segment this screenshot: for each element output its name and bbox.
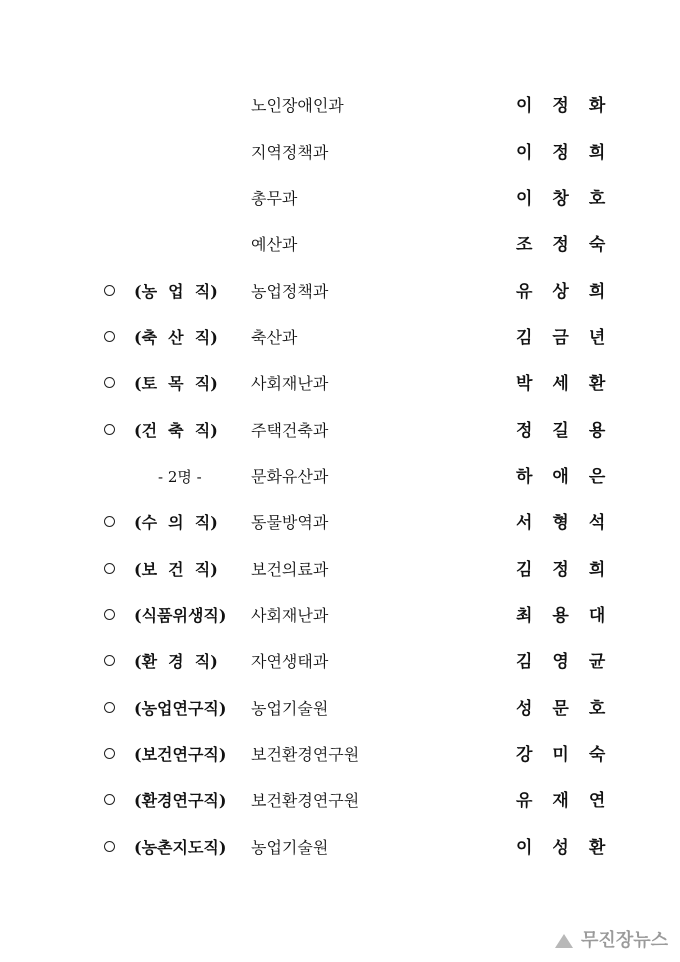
person-name: 유상희 — [516, 282, 626, 302]
list-item — [0, 556, 680, 584]
person-name: 최용대 — [516, 606, 626, 626]
department: 농업기술원 — [251, 838, 329, 857]
job-category: (건 축 직) — [134, 421, 218, 440]
list-item — [0, 741, 680, 769]
person-name: 이창호 — [516, 189, 626, 209]
list-item — [0, 231, 680, 259]
job-category: (농 업 직) — [134, 282, 218, 301]
person-name: 이정희 — [516, 143, 626, 163]
watermark — [553, 926, 668, 952]
person-name: 김정희 — [516, 560, 626, 580]
person-name: 박세환 — [516, 374, 626, 394]
department: 보건환경연구원 — [251, 791, 360, 810]
department: 농업정책과 — [251, 282, 329, 301]
bullet-circle-icon — [104, 794, 115, 805]
bullet-circle-icon — [104, 702, 115, 713]
list-item — [0, 648, 680, 676]
department: 지역정책과 — [251, 143, 329, 162]
department: 보건환경연구원 — [251, 745, 360, 764]
list-item — [0, 139, 680, 167]
mountain-logo-icon — [553, 930, 575, 948]
job-category: (보건연구직) — [134, 745, 227, 764]
person-name: 서형석 — [516, 513, 626, 533]
bullet-circle-icon — [104, 609, 115, 620]
person-name: 이성환 — [516, 838, 626, 858]
person-name: 이정화 — [516, 96, 626, 116]
list-item — [0, 324, 680, 352]
department: 농업기술원 — [251, 699, 329, 718]
job-category: (농촌지도직) — [134, 838, 227, 857]
department: 문화유산과 — [251, 467, 329, 486]
bullet-circle-icon — [104, 424, 115, 435]
department: 노인장애인과 — [251, 96, 344, 115]
person-name: 하애은 — [516, 467, 626, 487]
person-name: 김금년 — [516, 328, 626, 348]
department: 보건의료과 — [251, 560, 329, 579]
bullet-circle-icon — [104, 748, 115, 759]
list-item — [0, 370, 680, 398]
job-category: (식품위생직) — [134, 606, 227, 625]
bullet-circle-icon — [104, 841, 115, 852]
job-category: (환 경 직) — [134, 652, 218, 671]
list-item — [0, 834, 680, 862]
bullet-circle-icon — [104, 331, 115, 342]
department: 총무과 — [251, 189, 298, 208]
department: 사회재난과 — [251, 606, 329, 625]
person-name: 정길용 — [516, 421, 626, 441]
job-category: (농업연구직) — [134, 699, 227, 718]
list-item — [0, 185, 680, 213]
list-item — [0, 463, 680, 491]
bullet-circle-icon — [104, 563, 115, 574]
job-category: (환경연구직) — [134, 791, 227, 810]
list-item — [0, 417, 680, 445]
bullet-circle-icon — [104, 377, 115, 388]
bullet-circle-icon — [104, 285, 115, 296]
list-item — [0, 695, 680, 723]
bullet-circle-icon — [104, 516, 115, 527]
job-category: (보 건 직) — [134, 560, 218, 579]
person-name: 성문호 — [516, 699, 626, 719]
person-name: 조정숙 — [516, 235, 626, 255]
job-category: (토 목 직) — [134, 374, 218, 393]
department: 사회재난과 — [251, 374, 329, 393]
job-category: (수 의 직) — [134, 513, 218, 532]
department: 예산과 — [251, 235, 298, 254]
list-item — [0, 278, 680, 306]
department: 자연생태과 — [251, 652, 329, 671]
list-item — [0, 509, 680, 537]
job-category: (축 산 직) — [134, 328, 218, 347]
department: 동물방역과 — [251, 513, 329, 532]
count-note: - 2명 - — [158, 468, 202, 486]
person-name: 김영균 — [516, 652, 626, 672]
watermark-text: 무진장뉴스 — [581, 930, 668, 951]
person-name: 강미숙 — [516, 745, 626, 765]
person-name: 유재연 — [516, 791, 626, 811]
list-item — [0, 602, 680, 630]
list-item — [0, 92, 680, 120]
bullet-circle-icon — [104, 655, 115, 666]
department: 축산과 — [251, 328, 298, 347]
department: 주택건축과 — [251, 421, 329, 440]
list-item — [0, 787, 680, 815]
